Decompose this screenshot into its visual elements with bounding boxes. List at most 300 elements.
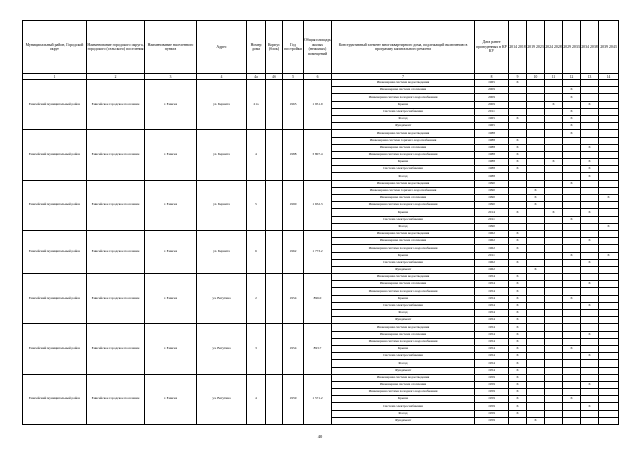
building-block-cell [266, 80, 283, 130]
period-mark: X [607, 223, 610, 228]
period-cell [599, 274, 619, 281]
period-mark: X [570, 94, 573, 99]
area-cell: 1 951.9 [304, 80, 332, 130]
period-mark: X [588, 166, 591, 171]
settlement-cell: Енисейское городское поселение [87, 230, 145, 273]
period-cell [509, 274, 527, 281]
period-cell [599, 230, 619, 237]
element-cell: Инженерная система водоотведения [332, 180, 475, 187]
repair-date-cell: 1954 [475, 345, 509, 352]
period-cell [545, 195, 563, 202]
period-mark: X [516, 367, 519, 372]
period-mark: X [516, 310, 519, 315]
period-cell [563, 317, 581, 324]
period-cell [509, 101, 527, 108]
building-block-cell [266, 274, 283, 324]
repair-date-cell: 1954 [475, 310, 509, 317]
build-year-cell: 1954 [283, 274, 304, 324]
period-cell [581, 123, 599, 130]
period-cell [509, 151, 527, 158]
period-cell [545, 173, 563, 180]
repair-date-cell: 1988 [475, 137, 509, 144]
period-mark: X [516, 374, 519, 379]
period-cell [581, 137, 599, 144]
repair-date-cell: 1954 [475, 302, 509, 309]
period-cell [545, 417, 563, 424]
period-cell [545, 216, 563, 223]
period-cell [563, 324, 581, 331]
period-cell [581, 360, 599, 367]
street-cell: ул. Бернита [197, 130, 247, 180]
element-cell: Инженерная система холодного водоснабжения [332, 288, 475, 295]
period-cell [581, 166, 599, 173]
element-cell: Фасад [332, 223, 475, 230]
area-cell: 1 773.2 [304, 230, 332, 273]
repair-date-cell: 1959 [475, 396, 509, 403]
period-cell [599, 266, 619, 273]
table-row [23, 230, 619, 237]
period-cell [527, 281, 545, 288]
element-cell: Инженерная система отопления [332, 331, 475, 338]
period-cell [563, 238, 581, 245]
period-mark: X [570, 216, 573, 221]
house-number-cell: 5 [247, 180, 266, 230]
period-cell [563, 353, 581, 360]
period-cell [563, 338, 581, 345]
repair-date-cell: 1959 [475, 417, 509, 424]
period-cell [509, 238, 527, 245]
period-cell [545, 353, 563, 360]
period-cell [545, 151, 563, 158]
period-cell [527, 180, 545, 187]
column-number: 12 [563, 74, 581, 80]
period-mark: X [516, 410, 519, 415]
period-cell [599, 389, 619, 396]
repair-date-cell: 1988 [475, 130, 509, 137]
period-cell [545, 123, 563, 130]
period-mark: X [534, 418, 537, 423]
period-cell [509, 223, 527, 230]
period-cell [581, 230, 599, 237]
period-cell [509, 295, 527, 302]
period-cell [599, 195, 619, 202]
district-cell: Енисейский муниципальный район [23, 374, 87, 424]
period-cell [527, 159, 545, 166]
town-cell: г. Енисея [145, 274, 197, 324]
period-cell [545, 345, 563, 352]
period-cell [581, 202, 599, 209]
element-cell: Фасад [332, 410, 475, 417]
period-cell [581, 151, 599, 158]
period-mark: X [607, 195, 610, 200]
period-mark: X [516, 338, 519, 343]
column-header: Корпус (блок) [266, 21, 283, 74]
period-cell [563, 403, 581, 410]
repair-date-cell: 1959 [475, 389, 509, 396]
street-cell: ул. Бернита [197, 230, 247, 273]
element-cell: Система электроснабжения [332, 259, 475, 266]
period-mark: X [588, 303, 591, 308]
period-cell [599, 166, 619, 173]
repair-date-cell: 1954 [475, 281, 509, 288]
period-cell [545, 252, 563, 259]
repair-date-cell: 1988 [475, 144, 509, 151]
page-number: 40 [317, 434, 323, 439]
period-cell [563, 396, 581, 403]
period-cell [545, 374, 563, 381]
period-mark: X [552, 209, 555, 214]
period-mark: X [570, 180, 573, 185]
period-cell [527, 137, 545, 144]
period-mark: X [516, 382, 519, 387]
period-mark: X [516, 288, 519, 293]
period-mark: X [516, 281, 519, 286]
period-cell [563, 266, 581, 273]
period-mark: X [570, 130, 573, 135]
repair-date-cell: 1959 [475, 403, 509, 410]
period-cell [545, 130, 563, 137]
period-cell [599, 144, 619, 151]
period-cell [545, 288, 563, 295]
period-cell [563, 288, 581, 295]
period-cell [599, 374, 619, 381]
district-cell: Енисейский муниципальный район [23, 274, 87, 324]
period-cell [527, 173, 545, 180]
repair-date-cell: 1962 [475, 245, 509, 252]
period-cell [599, 302, 619, 309]
repair-date-cell: 2014 [475, 209, 509, 216]
repair-date-cell: 1954 [475, 324, 509, 331]
period-cell [563, 223, 581, 230]
period-cell [599, 187, 619, 194]
period-cell [527, 130, 545, 137]
period-cell [545, 238, 563, 245]
column-number: 7 [332, 74, 475, 80]
period-mark: X [570, 346, 573, 351]
column-number: 10 [527, 74, 545, 80]
column-header: 2019 2023 [527, 21, 545, 74]
period-cell [581, 317, 599, 324]
period-cell [581, 101, 599, 108]
element-cell: Инженерная система холодного водоснабжения [332, 338, 475, 345]
period-cell [509, 417, 527, 424]
period-cell [527, 389, 545, 396]
period-cell [563, 367, 581, 374]
period-cell [545, 209, 563, 216]
period-mark: X [534, 202, 537, 207]
period-cell [581, 310, 599, 317]
period-cell [599, 80, 619, 87]
period-cell [599, 403, 619, 410]
element-cell: Крыша [332, 209, 475, 216]
period-cell [563, 216, 581, 223]
repair-date-cell: 1988 [475, 159, 509, 166]
period-cell [599, 223, 619, 230]
element-cell: Крыша [332, 295, 475, 302]
town-cell: г. Енисея [145, 324, 197, 374]
period-cell [527, 94, 545, 101]
period-mark: X [516, 152, 519, 157]
period-cell [545, 166, 563, 173]
element-cell: Фундамент [332, 317, 475, 324]
column-header: Дата ранее проведенных в КР КУ [475, 21, 509, 74]
period-cell [527, 410, 545, 417]
period-cell [509, 209, 527, 216]
period-cell [599, 94, 619, 101]
period-cell [563, 123, 581, 130]
period-cell [527, 302, 545, 309]
column-header: Общая площадь жилых (нежилых) помещений [304, 21, 332, 74]
period-mark: X [570, 295, 573, 300]
element-cell: Инженерная система горячего водоснабжения [332, 137, 475, 144]
column-number: 6 [304, 74, 332, 80]
repair-date-cell: 2011 [475, 252, 509, 259]
period-mark: X [516, 259, 519, 264]
settlement-cell: Енисейское городское поселение [87, 324, 145, 374]
period-mark: X [534, 188, 537, 193]
repair-date-cell: 2011 [475, 216, 509, 223]
period-cell [563, 417, 581, 424]
element-cell: Фасад [332, 173, 475, 180]
repair-date-cell: 1965 [475, 80, 509, 87]
repair-date-cell: 1959 [475, 381, 509, 388]
period-cell [509, 144, 527, 151]
town-cell: г. Енисея [145, 180, 197, 230]
period-cell [545, 159, 563, 166]
period-cell [581, 216, 599, 223]
period-cell [527, 266, 545, 273]
element-cell: Крыша [332, 345, 475, 352]
column-header: Наименование городского округа, городского (сельского) поселения [87, 21, 145, 74]
period-cell [599, 310, 619, 317]
column-header: 2039 2043 [599, 21, 619, 74]
element-cell: Система электроснабжения [332, 302, 475, 309]
period-cell [509, 266, 527, 273]
period-cell [581, 410, 599, 417]
element-cell: Инженерная система отопления [332, 281, 475, 288]
period-cell [581, 338, 599, 345]
building-block-cell [266, 130, 283, 180]
period-cell [581, 223, 599, 230]
period-cell [581, 389, 599, 396]
repair-date-cell: 1954 [475, 353, 509, 360]
period-cell [545, 137, 563, 144]
column-number: 1 [23, 74, 87, 80]
period-cell [527, 166, 545, 173]
element-cell: Система электроснабжения [332, 403, 475, 410]
column-number: 9 [509, 74, 527, 80]
period-cell [545, 94, 563, 101]
element-cell: Инженерная система холодного водоснабжения [332, 245, 475, 252]
element-cell: Инженерная система водоотведения [332, 230, 475, 237]
period-cell [527, 417, 545, 424]
column-header: Муниципальный район, Городской округ [23, 21, 87, 74]
table-body [23, 80, 619, 425]
period-cell [563, 410, 581, 417]
period-cell [563, 331, 581, 338]
period-mark: X [516, 116, 519, 121]
period-cell [599, 324, 619, 331]
period-cell [563, 130, 581, 137]
element-cell: Инженерная система горячего водоснабжения [332, 187, 475, 194]
settlement-cell: Енисейское городское поселение [87, 80, 145, 130]
period-cell [581, 209, 599, 216]
district-cell: Енисейский муниципальный район [23, 324, 87, 374]
period-cell [581, 281, 599, 288]
period-cell [545, 101, 563, 108]
period-cell [563, 209, 581, 216]
period-cell [527, 353, 545, 360]
period-cell [581, 288, 599, 295]
element-cell: Инженерная система водоотведения [332, 374, 475, 381]
period-cell [581, 238, 599, 245]
period-cell [599, 245, 619, 252]
period-cell [599, 345, 619, 352]
period-cell [581, 180, 599, 187]
repair-date-cell: 2009 [475, 87, 509, 94]
period-cell [581, 331, 599, 338]
period-cell [545, 87, 563, 94]
period-cell [581, 324, 599, 331]
period-cell [527, 87, 545, 94]
period-cell [563, 108, 581, 115]
period-cell [599, 180, 619, 187]
period-cell [527, 374, 545, 381]
period-cell [599, 137, 619, 144]
element-cell: Фундамент [332, 266, 475, 273]
period-mark: X [588, 101, 591, 106]
element-cell: Крыша [332, 159, 475, 166]
period-cell [545, 180, 563, 187]
repair-date-cell: 1959 [475, 374, 509, 381]
period-cell [599, 252, 619, 259]
period-cell [527, 317, 545, 324]
period-mark: X [516, 360, 519, 365]
period-cell [509, 331, 527, 338]
period-mark: X [552, 159, 555, 164]
build-year-cell: 1990 [283, 180, 304, 230]
house-number-cell: 4 [247, 374, 266, 424]
repair-date-cell: 2009 [475, 101, 509, 108]
period-cell [581, 94, 599, 101]
element-cell: Инженерная система отопления [332, 87, 475, 94]
period-cell [509, 180, 527, 187]
period-mark: X [534, 195, 537, 200]
period-mark: X [588, 209, 591, 214]
period-cell [545, 338, 563, 345]
table-row [23, 180, 619, 187]
period-mark: X [516, 209, 519, 214]
period-mark: X [516, 353, 519, 358]
table-row [23, 374, 619, 381]
column-number: 14 [599, 74, 619, 80]
period-cell [545, 310, 563, 317]
period-cell [581, 187, 599, 194]
period-cell [509, 123, 527, 130]
period-cell [599, 115, 619, 122]
repair-date-cell: 1965 [475, 123, 509, 130]
period-cell [545, 281, 563, 288]
element-cell: Крыша [332, 396, 475, 403]
period-cell [581, 87, 599, 94]
period-cell [599, 209, 619, 216]
period-cell [509, 345, 527, 352]
period-mark: X [516, 403, 519, 408]
period-mark: X [516, 245, 519, 250]
town-cell: г. Енисея [145, 374, 197, 424]
settlement-cell: Енисейское городское поселение [87, 274, 145, 324]
period-mark: X [588, 173, 591, 178]
period-cell [545, 396, 563, 403]
period-cell [509, 317, 527, 324]
element-cell: Система электроснабжения [332, 108, 475, 115]
period-mark: X [516, 331, 519, 336]
period-cell [581, 195, 599, 202]
repair-date-cell: 2011 [475, 108, 509, 115]
settlement-cell: Енисейское городское поселение [87, 180, 145, 230]
period-cell [509, 159, 527, 166]
town-cell: г. Енисея [145, 130, 197, 180]
period-cell [563, 187, 581, 194]
period-mark: X [588, 353, 591, 358]
build-year-cell: 1959 [283, 374, 304, 424]
repair-date-cell: 1988 [475, 173, 509, 180]
period-cell [581, 345, 599, 352]
period-mark: X [570, 87, 573, 92]
period-cell [599, 202, 619, 209]
period-cell [599, 410, 619, 417]
period-cell [563, 374, 581, 381]
column-header: 2024 2028 [545, 21, 563, 74]
period-cell [563, 202, 581, 209]
column-number: 3 [145, 74, 197, 80]
element-cell: Инженерная система водоотведения [332, 324, 475, 331]
period-cell [545, 202, 563, 209]
period-cell [527, 230, 545, 237]
period-cell [563, 80, 581, 87]
period-cell [599, 173, 619, 180]
period-cell [545, 230, 563, 237]
period-cell [599, 108, 619, 115]
period-cell [545, 403, 563, 410]
period-cell [527, 324, 545, 331]
building-block-cell [266, 324, 283, 374]
column-header: Номер дома [247, 21, 266, 74]
area-cell: 1 652.3 [304, 180, 332, 230]
period-cell [509, 230, 527, 237]
period-cell [563, 195, 581, 202]
build-year-cell: 1962 [283, 230, 304, 273]
period-cell [563, 259, 581, 266]
period-cell [581, 159, 599, 166]
period-cell [509, 94, 527, 101]
house-number-cell: 4 [247, 130, 266, 180]
settlement-cell: Енисейское городское поселение [87, 374, 145, 424]
period-cell [563, 173, 581, 180]
period-mark: X [516, 80, 519, 85]
column-header: 2034 2038 [581, 21, 599, 74]
period-cell [563, 381, 581, 388]
period-cell [563, 360, 581, 367]
period-cell [509, 202, 527, 209]
repair-date-cell: 1954 [475, 317, 509, 324]
period-cell [527, 80, 545, 87]
repair-date-cell: 1954 [475, 274, 509, 281]
period-cell [527, 238, 545, 245]
area-cell: 3 807.4 [304, 130, 332, 180]
repair-date-cell: 1962 [475, 266, 509, 273]
period-cell [581, 80, 599, 87]
